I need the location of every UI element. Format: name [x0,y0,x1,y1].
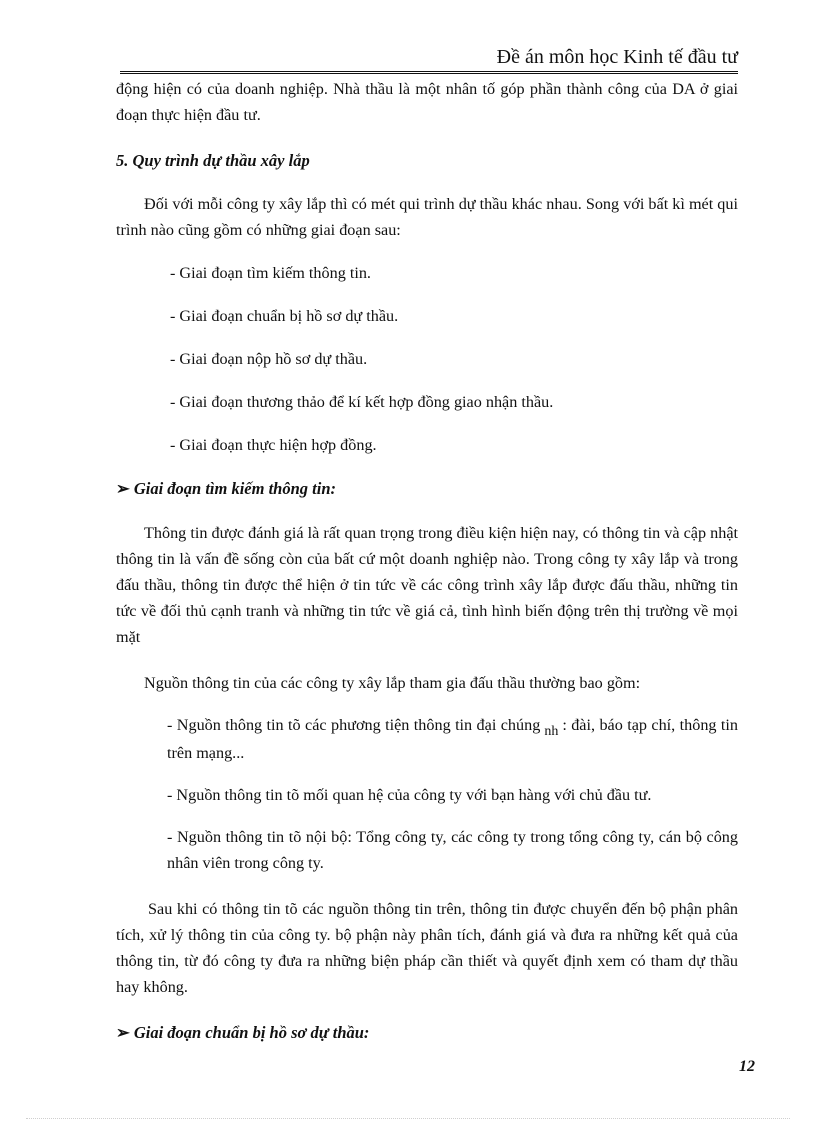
source-text-after: : đài, báo tạp chí, thông tin trên mạng... [167,716,738,762]
subheading-text: Giai đoạn chuẩn bị hồ sơ dự thầu: [133,1023,370,1042]
stage-item: - Giai đoạn chuẩn bị hồ sơ dự thầu. [170,307,399,325]
opening-paragraph: động hiện có của doanh nghiệp. Nhà thầu là một nhân tố góp phần thành công của DA ở giai đoạn thực hiện đầu tư. [116,80,738,124]
source-item: - Nguồn thông tin tõ mối quan hệ của công ty với bạn hàng với chủ đầu tư. [167,786,652,804]
info-paragraph: Thông tin được đánh giá là rất quan trọng trong điều kiện hiện nay, có thông tin và cập nhật thông tin là vấn đề sống còn của bất cứ một doanh nghiệp nào. Trong công ty xây lắp và trong đấu thầu, thông tin được thể hiện ở tin tức về các công trình xây lắp được đấu thầu, những tin tức về đối thủ cạnh tranh và những tin tức về giá cả, tình hình biến động trên thị trường về mọi mặt [116,524,738,646]
source-mark: nh [544,724,559,739]
source-item [167,712,738,766]
page-content [116,76,738,1046]
stage-item: - Giai đoạn nộp hồ sơ dự thầu. [170,350,368,368]
sources-intro: Nguồn thông tin của các công ty xây lắp tham gia đấu thầu thường bao gồm: [144,674,641,692]
page-header [120,44,738,74]
arrow-icon: ➢ [116,1023,130,1042]
subheading-info-search [116,476,738,502]
intro-paragraph: Đối với mỗi công ty xây lắp thì có mét qui trình dự thầu khác nhau. Song với bất kì mét qui trình nào cũng gồm có những giai đoạn sau: [116,195,738,239]
source-list [116,712,738,876]
stage-item: - Giai đoạn thương thảo để kí kết hợp đồng giao nhận thầu. [170,393,554,411]
subheading-prepare-bid [116,1020,738,1046]
after-sources-paragraph: Sau khi có thông tin tõ các nguồn thông tin trên, thông tin được chuyển đến bộ phận phân tích, xử lý thông tin của công ty. bộ phận này phân tích, đánh giá và đưa ra những kết quả của thông tin, từ đó công ty đưa ra những biện pháp cần thiết và quyết định xem có tham dự thầu hay không. [116,900,738,996]
arrow-icon: ➢ [116,479,130,498]
stage-item: - Giai đoạn thực hiện hợp đồng. [170,436,377,454]
header-title: Đề án môn học Kinh tế đầu tư [496,46,738,68]
page-number: 12 [739,1058,755,1075]
stage-list [116,260,738,458]
section-title: 5. Quy trình dự thầu xây lắp [116,151,310,170]
footer-divider [26,1118,790,1119]
source-item: - Nguồn thông tin tõ nội bộ: Tổng công ty, các công ty trong tổng công ty, cán bộ công nhân viên trong công ty. [167,828,738,872]
subheading-text: Giai đoạn tìm kiếm thông tin: [133,479,336,498]
stage-item: - Giai đoạn tìm kiếm thông tin. [170,264,371,282]
source-text-before: - Nguồn thông tin tõ các phương tiện thông tin đại chúng [167,716,541,734]
